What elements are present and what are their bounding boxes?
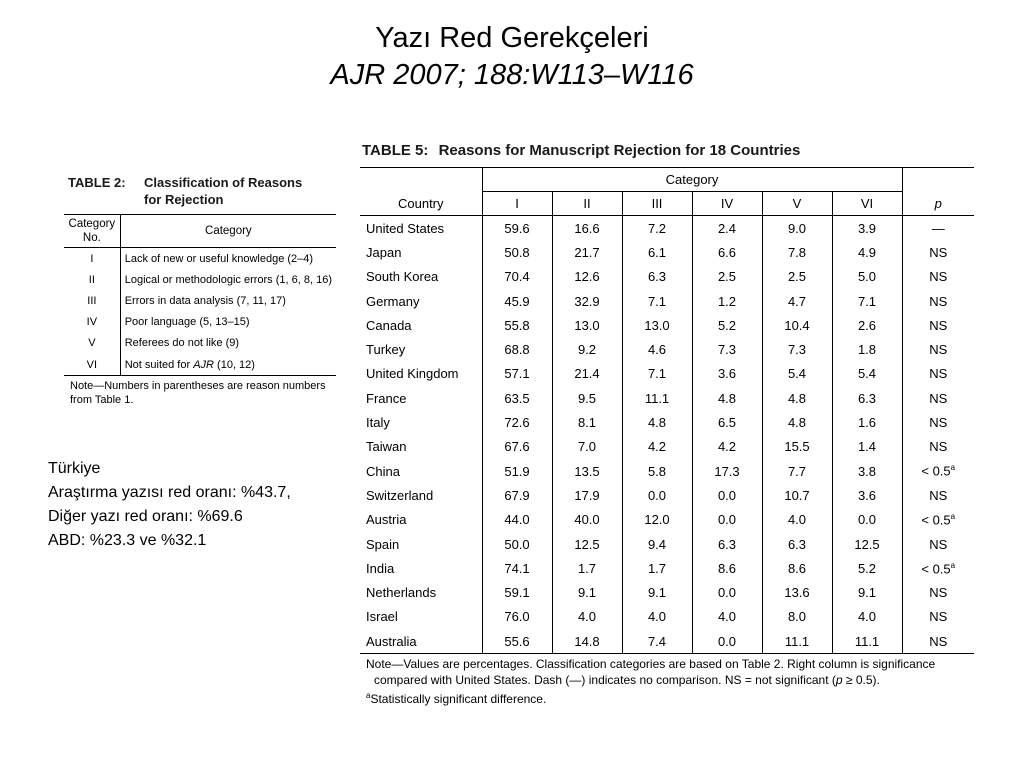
- header-blank-p: [902, 168, 974, 192]
- significance-footnote-marker: a: [950, 512, 956, 522]
- column-header-p: p: [902, 192, 974, 216]
- value-cell: 44.0: [482, 508, 552, 532]
- value-cell: 9.5: [552, 386, 622, 410]
- value-cell: 3.9: [832, 216, 902, 241]
- column-header-category-5: V: [762, 192, 832, 216]
- value-cell: 7.7: [762, 459, 832, 483]
- country-cell: United States: [366, 220, 445, 236]
- significance-cell: [902, 265, 974, 289]
- value-cell: 6.3: [692, 532, 762, 556]
- value-cell: 32.9: [552, 289, 622, 313]
- column-header-category-4: IV: [692, 192, 762, 216]
- value-cell: 7.1: [622, 289, 692, 313]
- table-row: [360, 362, 974, 386]
- value-cell: 12.5: [832, 532, 902, 556]
- country-cell: Turkey: [366, 342, 406, 358]
- table-row: [360, 459, 974, 483]
- significance-cell: [902, 337, 974, 361]
- category-no-cell: II: [64, 269, 120, 290]
- table-row: [360, 386, 974, 410]
- value-cell: 7.2: [622, 216, 692, 241]
- category-text-cell: [120, 354, 336, 376]
- significance-footnote-marker: a: [950, 560, 956, 570]
- value-cell: 21.4: [552, 362, 622, 386]
- value-cell: 10.4: [762, 313, 832, 337]
- table-row: [64, 248, 336, 270]
- table-5-footnote: [366, 688, 974, 707]
- value-cell: 55.8: [482, 313, 552, 337]
- value-cell: 2.5: [692, 265, 762, 289]
- value-cell: 40.0: [552, 508, 622, 532]
- value-cell: 12.6: [552, 265, 622, 289]
- significance-cell: [902, 508, 974, 532]
- value-cell: 5.8: [622, 459, 692, 483]
- significance-cell: [902, 435, 974, 459]
- table-5-label: TABLE 5:: [362, 142, 429, 159]
- value-cell: 4.0: [622, 605, 692, 629]
- table-5-grid: [360, 167, 974, 654]
- table-2-title: [144, 174, 302, 208]
- significance-cell: [902, 240, 974, 264]
- value-cell: 4.6: [622, 337, 692, 361]
- value-cell: 4.8: [692, 386, 762, 410]
- significance-footnote-marker: a: [950, 463, 956, 473]
- table-2-title-line2: for Rejection: [144, 192, 224, 207]
- slide-title: [0, 20, 1024, 94]
- value-cell: 11.1: [762, 629, 832, 654]
- col-no-line1: Category: [68, 218, 116, 230]
- significance-value: NS: [929, 390, 948, 406]
- country-cell: France: [366, 390, 407, 406]
- note-line2-end: ≥ 0.5).: [842, 673, 880, 688]
- value-cell: 68.8: [482, 337, 552, 361]
- country-cell: Australia: [360, 629, 482, 654]
- col-no-line2: No.: [82, 232, 101, 244]
- column-header-country: Country: [360, 192, 482, 216]
- value-cell: 72.6: [482, 410, 552, 434]
- header-blank: [360, 168, 482, 192]
- value-cell: 9.1: [622, 580, 692, 604]
- table-row: [360, 532, 974, 556]
- value-cell: 6.3: [832, 386, 902, 410]
- significance-value: NS: [929, 317, 948, 333]
- value-cell: 1.7: [552, 556, 622, 580]
- value-cell: 13.5: [552, 459, 622, 483]
- country-cell: Austria: [366, 512, 407, 528]
- significance-value: NS: [929, 536, 948, 552]
- significance-cell: [902, 313, 974, 337]
- significance-cell: [902, 410, 974, 434]
- info-line2: Araştırma yazısı red oranı: %43.7,: [48, 484, 291, 501]
- value-cell: 8.1: [552, 410, 622, 434]
- value-cell: 4.2: [622, 435, 692, 459]
- country-cell: Taiwan: [366, 439, 407, 455]
- value-cell: 1.7: [622, 556, 692, 580]
- country-cell: Spain: [366, 536, 400, 552]
- value-cell: 57.1: [482, 362, 552, 386]
- significance-cell: [902, 386, 974, 410]
- table-2-title-line1: Classification of Reasons: [144, 175, 303, 190]
- category-text-cell: Lack of new or useful knowledge (2–4): [124, 252, 314, 265]
- value-cell: 9.4: [622, 532, 692, 556]
- country-cell: India: [366, 560, 395, 576]
- column-header-category-6: VI: [832, 192, 902, 216]
- value-cell: 14.8: [552, 629, 622, 654]
- significance-cell: [902, 289, 974, 313]
- significance-cell: [902, 556, 974, 580]
- value-cell: 2.5: [762, 265, 832, 289]
- table-row: [360, 508, 974, 532]
- table-2-note-line2: from Table 1.: [70, 394, 134, 407]
- table-2-caption: [64, 174, 336, 208]
- country-cell: Germany: [366, 293, 420, 309]
- table-5-note-line2: [366, 672, 974, 688]
- note-p-symbol: p: [835, 673, 843, 688]
- value-cell: 12.5: [552, 532, 622, 556]
- footnote-text: Statistically significant difference.: [370, 692, 547, 707]
- value-cell: 13.0: [622, 313, 692, 337]
- category-text-pre: Not suited for: [124, 358, 194, 371]
- significance-value: NS: [929, 633, 948, 649]
- country-cell: Japan: [366, 244, 402, 260]
- value-cell: 0.0: [692, 629, 762, 654]
- value-cell: 4.2: [692, 435, 762, 459]
- value-cell: 13.6: [762, 580, 832, 604]
- value-cell: 1.4: [832, 435, 902, 459]
- value-cell: 3.6: [692, 362, 762, 386]
- country-cell: South Korea: [366, 269, 439, 285]
- table-row: [360, 265, 974, 289]
- value-cell: 7.3: [762, 337, 832, 361]
- significance-value: NS: [929, 366, 948, 382]
- value-cell: 5.0: [832, 265, 902, 289]
- significance-value: NS: [929, 439, 948, 455]
- significance-cell: [902, 216, 974, 241]
- table-row: [360, 313, 974, 337]
- note-line2-text: compared with United States. Dash (—) indicates no comparison. NS = not significant (: [374, 673, 836, 688]
- value-cell: 1.8: [832, 337, 902, 361]
- table-row: [360, 216, 974, 241]
- table-2-grid: [64, 214, 336, 376]
- table-5-note-line1: Note—Values are percentages. Classification categories are based on Table 2. Right column is significance: [366, 657, 936, 672]
- category-text-cell: Referees do not like (9): [124, 337, 240, 350]
- value-cell: 4.8: [762, 410, 832, 434]
- table-row: [360, 410, 974, 434]
- turkey-info-text: [48, 457, 291, 553]
- value-cell: 4.9: [832, 240, 902, 264]
- value-cell: 2.4: [692, 216, 762, 241]
- significance-value: NS: [929, 415, 948, 431]
- category-no-cell: IV: [64, 312, 120, 333]
- value-cell: 21.7: [552, 240, 622, 264]
- value-cell: 4.8: [622, 410, 692, 434]
- value-cell: 0.0: [692, 508, 762, 532]
- country-cell: Switzerland: [366, 487, 434, 503]
- table-row: [360, 483, 974, 507]
- column-header-category-3: III: [622, 192, 692, 216]
- table-2-note: [64, 376, 336, 407]
- significance-value: NS: [929, 244, 948, 260]
- category-no-cell: I: [64, 248, 120, 270]
- value-cell: 7.1: [622, 362, 692, 386]
- info-line4: ABD: %23.3 ve %32.1: [48, 532, 207, 549]
- column-header-category-1: I: [482, 192, 552, 216]
- significance-cell: [902, 362, 974, 386]
- table-row: [64, 354, 336, 376]
- value-cell: 8.6: [762, 556, 832, 580]
- significance-value: < 0.5: [921, 560, 951, 576]
- significance-cell: [902, 483, 974, 507]
- country-cell: China: [366, 463, 400, 479]
- significance-cell: [902, 459, 974, 483]
- table-row: [360, 605, 974, 629]
- value-cell: 4.0: [832, 605, 902, 629]
- significance-value: NS: [929, 293, 948, 309]
- title-line: Yazı Red Gerekçeleri: [375, 22, 649, 54]
- significance-value: NS: [929, 585, 948, 601]
- value-cell: 6.6: [692, 240, 762, 264]
- value-cell: 7.0: [552, 435, 622, 459]
- category-no-cell: VI: [64, 354, 120, 376]
- value-cell: 4.7: [762, 289, 832, 313]
- value-cell: 11.1: [832, 629, 902, 654]
- country-cell: Israel: [366, 609, 398, 625]
- value-cell: 8.0: [762, 605, 832, 629]
- column-header-category: Category: [120, 215, 336, 248]
- value-cell: 6.3: [762, 532, 832, 556]
- value-cell: 4.0: [692, 605, 762, 629]
- table-5: [360, 140, 974, 707]
- significance-value: NS: [929, 269, 948, 285]
- value-cell: 5.2: [692, 313, 762, 337]
- value-cell: 9.1: [552, 580, 622, 604]
- value-cell: 7.8: [762, 240, 832, 264]
- significance-cell: [902, 629, 974, 654]
- value-cell: 17.3: [692, 459, 762, 483]
- value-cell: 4.0: [762, 508, 832, 532]
- value-cell: 0.0: [692, 580, 762, 604]
- value-cell: 1.2: [692, 289, 762, 313]
- value-cell: 16.6: [552, 216, 622, 241]
- value-cell: 6.1: [622, 240, 692, 264]
- country-cell: United Kingdom: [366, 366, 459, 382]
- country-cell: Italy: [366, 415, 390, 431]
- value-cell: 10.7: [762, 483, 832, 507]
- table-row: [360, 337, 974, 361]
- table-2: [64, 174, 336, 407]
- value-cell: 63.5: [482, 386, 552, 410]
- table-row: [360, 289, 974, 313]
- value-cell: 50.0: [482, 532, 552, 556]
- value-cell: 70.4: [482, 265, 552, 289]
- value-cell: 2.6: [832, 313, 902, 337]
- column-header-category-2: II: [552, 192, 622, 216]
- significance-value: < 0.5: [921, 463, 951, 479]
- value-cell: 55.6: [482, 629, 552, 654]
- value-cell: 5.4: [762, 362, 832, 386]
- country-cell: Netherlands: [366, 585, 437, 601]
- table-5-caption: [360, 140, 974, 162]
- column-header-category-no: [64, 215, 120, 248]
- value-cell: 3.6: [832, 483, 902, 507]
- table-row: [64, 269, 336, 290]
- country-cell: Canada: [366, 317, 412, 333]
- significance-value: NS: [929, 609, 948, 625]
- value-cell: 0.0: [622, 483, 692, 507]
- significance-value: < 0.5: [921, 512, 951, 528]
- value-cell: 17.9: [552, 483, 622, 507]
- value-cell: 6.3: [622, 265, 692, 289]
- value-cell: 67.6: [482, 435, 552, 459]
- value-cell: 67.9: [482, 483, 552, 507]
- value-cell: 6.5: [692, 410, 762, 434]
- category-text-journal: AJR: [193, 358, 214, 371]
- value-cell: 7.4: [622, 629, 692, 654]
- table-row: [360, 556, 974, 580]
- value-cell: 12.0: [622, 508, 692, 532]
- value-cell: 59.6: [482, 216, 552, 241]
- subtitle-line: AJR 2007; 188:W113–W116: [330, 59, 694, 91]
- table-row: [360, 240, 974, 264]
- value-cell: 5.2: [832, 556, 902, 580]
- value-cell: 76.0: [482, 605, 552, 629]
- table-5-note: [360, 654, 974, 707]
- info-line3: Diğer yazı red oranı: %69.6: [48, 508, 243, 525]
- category-no-cell: III: [64, 290, 120, 311]
- table-row: [360, 629, 974, 654]
- value-cell: 59.1: [482, 580, 552, 604]
- table-2-label: TABLE 2:: [68, 175, 126, 190]
- significance-value: NS: [929, 487, 948, 503]
- significance-cell: [902, 605, 974, 629]
- category-text-cell: Poor language (5, 13–15): [124, 316, 250, 329]
- category-no-cell: V: [64, 333, 120, 354]
- value-cell: 4.0: [552, 605, 622, 629]
- table-2-note-line1: Note—Numbers in parentheses are reason numbers: [70, 380, 326, 393]
- value-cell: 3.8: [832, 459, 902, 483]
- info-line1: Türkiye: [48, 460, 101, 477]
- value-cell: 1.6: [832, 410, 902, 434]
- table-row: [64, 333, 336, 354]
- table-row: [64, 312, 336, 333]
- value-cell: 9.1: [832, 580, 902, 604]
- value-cell: 5.4: [832, 362, 902, 386]
- category-text-cell: Errors in data analysis (7, 11, 17): [124, 294, 286, 307]
- footnote-marker: a: [366, 691, 371, 701]
- table-row: [360, 435, 974, 459]
- value-cell: 74.1: [482, 556, 552, 580]
- table-5-title: Reasons for Manuscript Rejection for 18 Countries: [438, 142, 801, 159]
- value-cell: 15.5: [762, 435, 832, 459]
- value-cell: 11.1: [622, 386, 692, 410]
- category-text-post: (10, 12): [213, 358, 255, 371]
- value-cell: 7.3: [692, 337, 762, 361]
- value-cell: 50.8: [482, 240, 552, 264]
- value-cell: 0.0: [832, 508, 902, 532]
- value-cell: 7.1: [832, 289, 902, 313]
- category-text-cell: Logical or methodologic errors (1, 6, 8, 16): [124, 273, 332, 286]
- significance-cell: [902, 532, 974, 556]
- value-cell: 9.2: [552, 337, 622, 361]
- column-header-category-group: Category: [482, 168, 902, 192]
- value-cell: 4.8: [762, 386, 832, 410]
- table-row: [360, 580, 974, 604]
- significance-value: —: [931, 220, 945, 236]
- significance-value: NS: [929, 342, 948, 358]
- significance-cell: [902, 580, 974, 604]
- table-row: [64, 290, 336, 311]
- value-cell: 9.0: [762, 216, 832, 241]
- value-cell: 45.9: [482, 289, 552, 313]
- value-cell: 51.9: [482, 459, 552, 483]
- value-cell: 13.0: [552, 313, 622, 337]
- value-cell: 8.6: [692, 556, 762, 580]
- value-cell: 0.0: [692, 483, 762, 507]
